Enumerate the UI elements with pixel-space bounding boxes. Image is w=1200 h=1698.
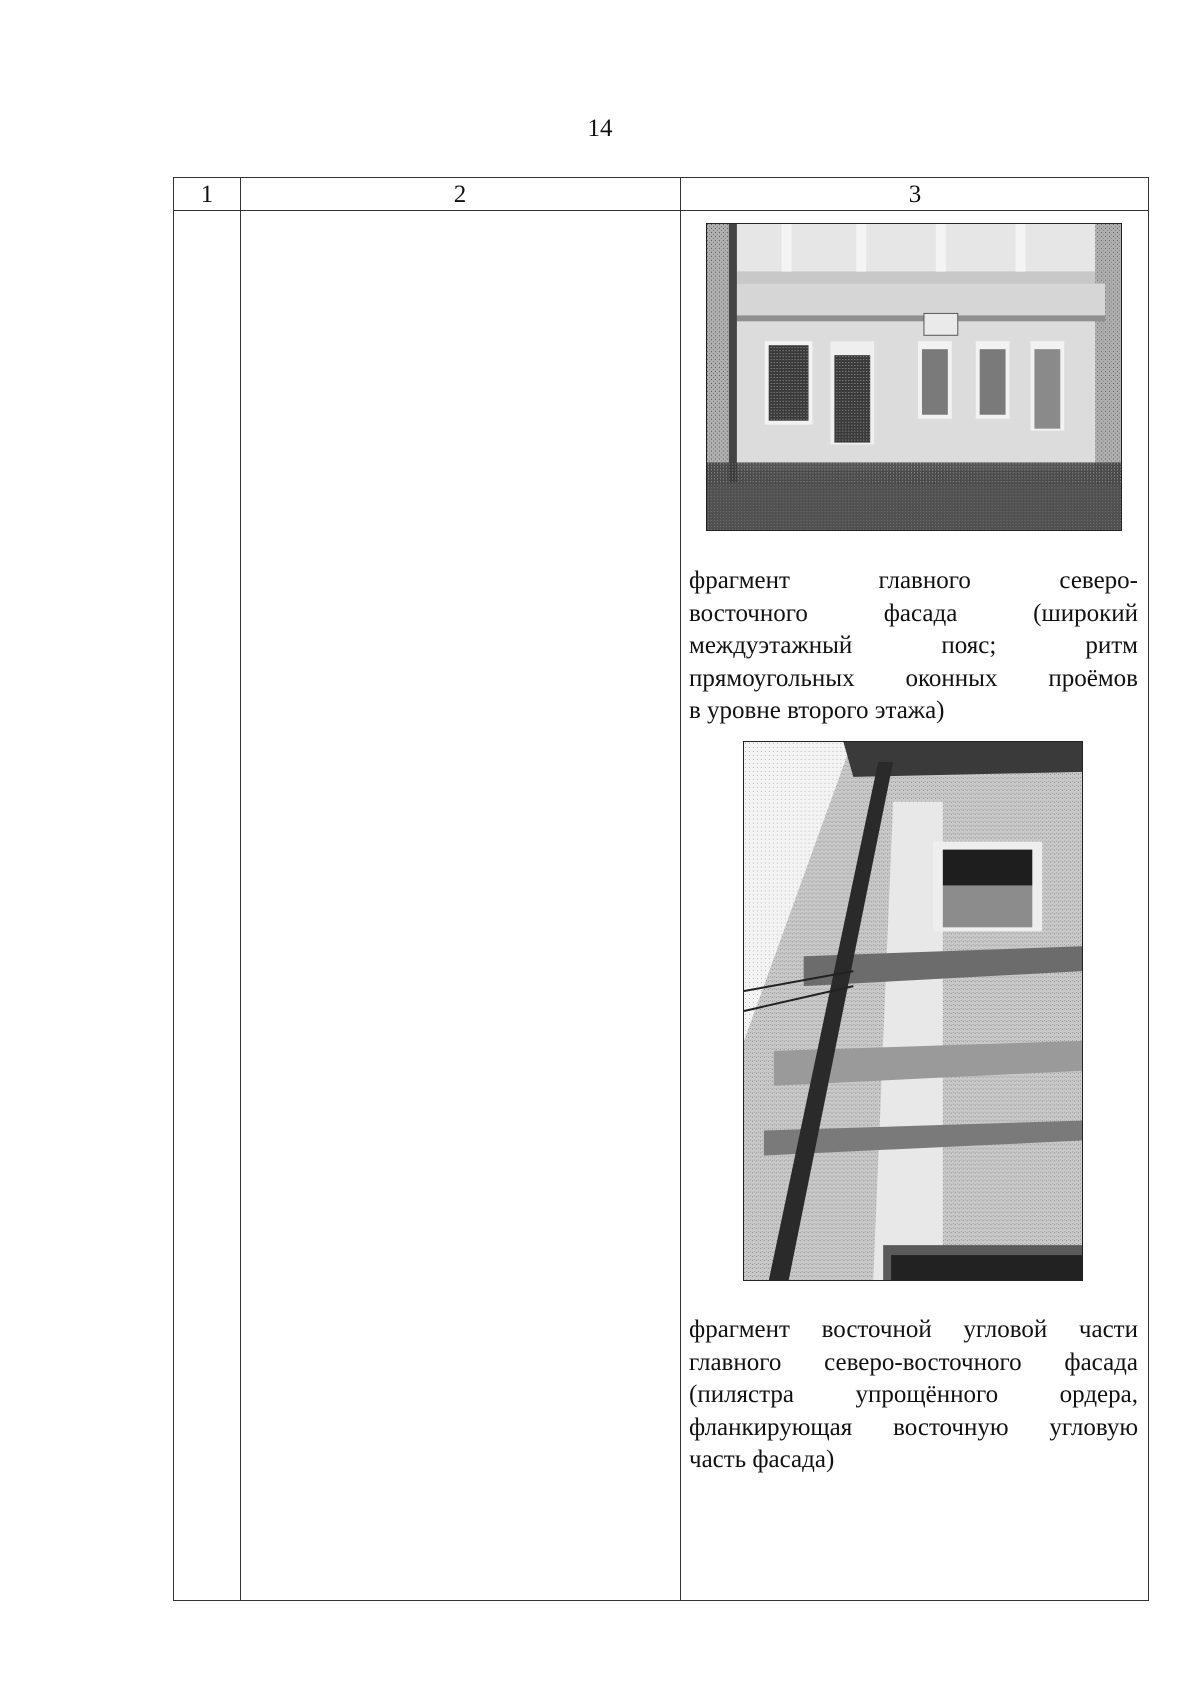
facade-photo-1 (706, 223, 1122, 531)
page-number: 14 (587, 115, 613, 142)
caption-line: (пилястра упрощённого ордера, (689, 1381, 1138, 1408)
caption-line: фланкирующая восточную угловую (689, 1413, 1138, 1441)
column-divider-2 (680, 178, 681, 1600)
caption-line: главного северо-восточного фасада (689, 1348, 1138, 1376)
table-header-col-1: 1 (200, 181, 214, 208)
photo-2-caption (689, 1314, 1138, 1477)
photo-1-caption (689, 565, 1138, 728)
header-row-divider (174, 210, 1148, 211)
facade-photo-2 (743, 741, 1083, 1281)
table-header-col-2: 2 (453, 181, 467, 208)
table-header-col-3: 3 (908, 181, 922, 208)
caption-line: междуэтажный пояс; ритм (689, 632, 1138, 659)
caption-line: фрагмент восточной угловой части (689, 1316, 1138, 1343)
caption-line: часть фасада) (689, 1446, 835, 1473)
column-divider-1 (240, 178, 241, 1600)
caption-line: фрагмент главного северо- (689, 567, 1138, 594)
caption-line: прямоугольных оконных проёмов (689, 664, 1138, 692)
caption-line: в уровне второго этажа) (689, 697, 945, 724)
caption-line: восточного фасада (широкий (689, 599, 1138, 627)
